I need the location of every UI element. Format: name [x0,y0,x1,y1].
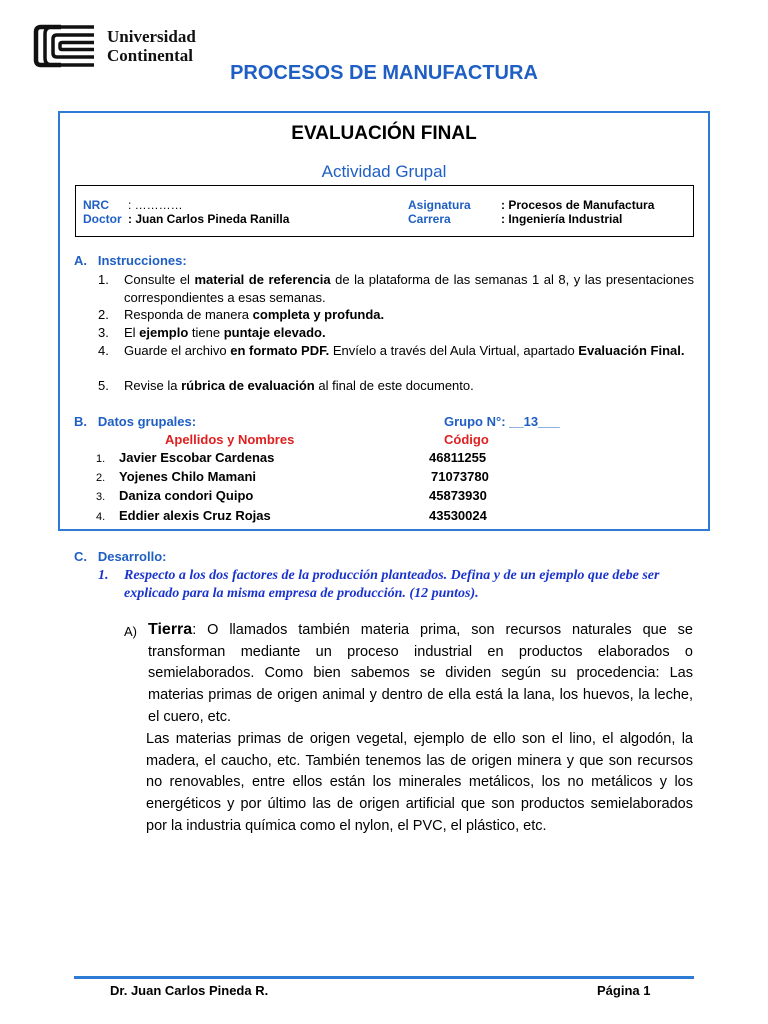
instruction-number: 1. [98,272,109,287]
instruction-item [98,377,694,395]
group-number: Grupo N°: __13___ [444,414,560,429]
member-name: Eddier alexis Cruz Rojas [119,508,271,523]
member-number: 3. [96,491,106,503]
doctor-value: : Juan Carlos Pineda Ranilla [128,212,290,226]
university-name [107,27,196,65]
instruction-emphasis: puntaje elevado. [223,325,326,340]
carrera-value: : Ingeniería Industrial [501,212,623,226]
instruction-text: Envíelo a través del Aula Virtual, apartado [329,343,579,358]
answer-a-label: A) [124,624,137,639]
asignatura-label: Asignatura [408,198,471,212]
question-number: 1. [98,568,109,583]
member-number: 1. [96,453,106,465]
member-name: Daniza condori Quipo [119,488,254,503]
instruction-text: de la plataforma de las semanas 1 al 8, y las presentaciones correspondientes a esas semanas. [124,272,694,305]
asignatura-value: : Procesos de Manufactura [501,198,655,212]
instruction-text: El [124,325,140,340]
course-title: PROCESOS DE MANUFACTURA [230,62,538,84]
instruction-item [98,324,694,342]
member-number: 4. [96,511,106,523]
evaluation-subtitle: Actividad Grupal [321,162,447,181]
university-name-line1: Universidad [107,27,196,46]
carrera-label: Carrera [408,212,451,226]
instruction-item [98,306,694,324]
footer-author: Dr. Juan Carlos Pineda R. [110,983,269,998]
evaluation-title: EVALUACIÓN FINAL [291,123,477,144]
instruction-number: 3. [98,325,109,340]
member-number: 2. [96,472,106,484]
member-code: 71073780 [431,469,489,484]
question-1 [98,567,694,603]
university-name-line2: Continental [107,46,193,65]
instruction-emphasis: Evaluación Final. [578,343,685,358]
instruction-item [98,342,694,360]
answer-a-text: : O llamados también materia prima, son recursos naturales que se transforman mediante un proceso industrial en productos elaborados o semielaborados. Como bien sabemos se dividen según su procedencia: Las materias primas de origen animal y dentro de ella está la lana, los huevos, la leche, el cuero, etc. [148,622,693,725]
instruction-text: Responda de manera [124,307,253,322]
instruction-emphasis: ejemplo [139,325,189,340]
nrc-value: : ………… [128,198,183,212]
instruction-number: 4. [98,343,109,358]
instruction-text: Guarde el archivo [124,343,231,358]
development-heading: C. Desarrollo: [74,549,167,564]
member-code: 43530024 [429,508,487,523]
nrc-label: NRC [83,198,109,212]
instruction-number: 2. [98,307,109,322]
code-column-header: Código [444,432,489,447]
instruction-text: Revise la [124,378,182,393]
instructions-heading: A. Instrucciones: [74,253,187,268]
instruction-emphasis: material de referencia [194,272,331,287]
answer-a-term: Tierra [148,621,193,638]
instruction-emphasis: en formato PDF. [230,343,330,358]
instruction-emphasis: rúbrica de evaluación [181,378,315,393]
footer-page-number: Página 1 [597,983,651,998]
member-code: 46811255 [429,450,487,465]
member-code: 45873930 [429,488,487,503]
instruction-text: Consulte el [124,272,195,287]
doctor-label: Doctor [83,212,122,226]
instruction-item [98,271,694,307]
member-name: Yojenes Chilo Mamani [119,469,257,484]
group-data-heading: B. Datos grupales: [74,414,197,429]
instruction-text: tiene [188,325,224,340]
instruction-text: al final de este documento. [314,378,474,393]
answer-a-paragraph [148,619,693,729]
answer-a-paragraph-2: Las materias primas de origen vegetal, ejemplo de ello son el lino, el algodón, la madera, el caucho, etc. También tenemos las de origen minera y que son recursos no renovables, entre ellos están los minerales metálicos, los no metálicos y los energéticos y por último las de origen artificial que son productos semielaborados por la industria química como el nylon, el PVC, el plástico, etc. [146,731,693,834]
instruction-emphasis: completa y profunda. [252,307,385,322]
footer-divider [74,976,694,979]
names-column-header: Apellidos y Nombres [165,432,295,447]
instruction-number: 5. [98,378,109,393]
member-name: Javier Escobar Cardenas [119,450,275,465]
question-text: Respecto a los dos factores de la producción planteados. Defina y de un ejemplo que debe ser explicado para la misma empresa de producción. (12 puntos). [124,568,660,601]
